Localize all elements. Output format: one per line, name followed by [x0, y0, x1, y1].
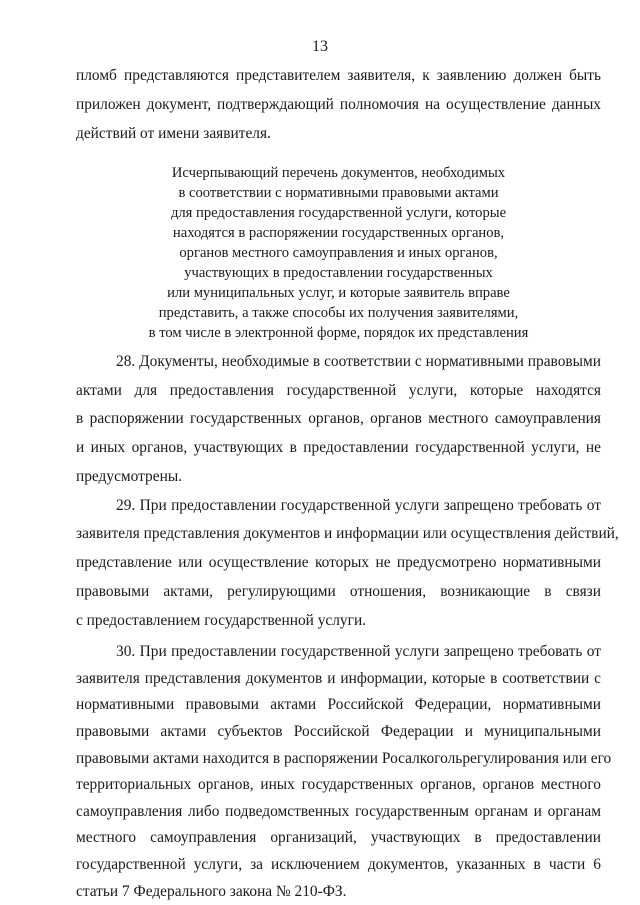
p30-line-10: статьи 7 Федерального закона № 210-ФЗ.	[76, 883, 347, 900]
page-number: 13	[312, 38, 328, 55]
heading-line-6: участвующих в предоставлении государственных	[184, 265, 493, 281]
p30-line-1: 30. При предоставлении государственной услуги запрещено требовать от	[116, 643, 601, 660]
p28-line-3: в распоряжении государственных органов, органов местного самоуправления	[76, 410, 601, 427]
p29-line-3: представление или осуществление которых не предусмотрено нормативными	[76, 554, 601, 571]
heading-line-7: или муниципальных услуг, и которые заявитель вправе	[167, 285, 510, 301]
intro-line-1: пломб представляются представителем заявителя, к заявлению должен быть	[76, 67, 601, 84]
p30-line-5: правовыми актами находится в распоряжении Росалкогольрегулирования или его	[76, 750, 612, 767]
p28-line-4: и иных органов, участвующих в предоставлении государственной услуги, не	[76, 439, 601, 456]
heading-line-5: органов местного самоуправления и иных органов,	[179, 245, 498, 261]
heading-line-1: Исчерпывающий перечень документов, необходимых	[171, 165, 506, 181]
intro-line-2: приложен документ, подтверждающий полномочия на осуществление данных	[76, 96, 601, 113]
heading-line-8: представить, а также способы их получения заявителями,	[158, 305, 519, 321]
intro-line-3: действий от имени заявителя.	[76, 125, 271, 142]
p29-line-4: правовыми актами, регулирующими отношения, возникающие в связи	[76, 583, 601, 600]
p30-line-2: заявителя представления документов и информации, которые в соответствии с	[76, 670, 601, 687]
p28-line-2: актами для предоставления государственной услуги, которые находятся	[76, 382, 601, 399]
p28-line-1: 28. Документы, необходимые в соответствии с нормативными правовыми	[116, 353, 601, 370]
heading-line-4: находятся в распоряжении государственных органов,	[172, 225, 505, 241]
p30-line-7: самоуправления либо подведомственных государственным органам и органам	[76, 803, 601, 820]
p29-line-1: 29. При предоставлении государственной услуги запрещено требовать от	[116, 497, 601, 514]
p30-line-9: государственной услуги, за исключением документов, указанных в части 6	[76, 856, 601, 873]
p30-line-3: нормативными правовыми актами Российской Федерации, нормативными	[76, 696, 601, 713]
heading-line-3: для предоставления государственной услуги, которые	[170, 205, 507, 221]
p30-line-4: правовыми актами субъектов Российской Федерации и муниципальными	[76, 723, 601, 740]
p30-line-8: местного самоуправления организаций, участвующих в предоставлении	[76, 829, 601, 846]
p30-line-6: территориальных органов, иных государственных органов, органов местного	[76, 776, 601, 793]
p29-line-2: заявителя представления документов и информации или осуществления действий,	[76, 525, 619, 542]
heading-line-2: в соответствии с нормативными правовыми актами	[178, 185, 499, 201]
p29-line-5: с предоставлением государственной услуги.	[76, 612, 367, 629]
heading-line-9: в том числе в электронной форме, порядок их представления	[148, 325, 529, 341]
p28-line-5: предусмотрены.	[76, 468, 183, 485]
